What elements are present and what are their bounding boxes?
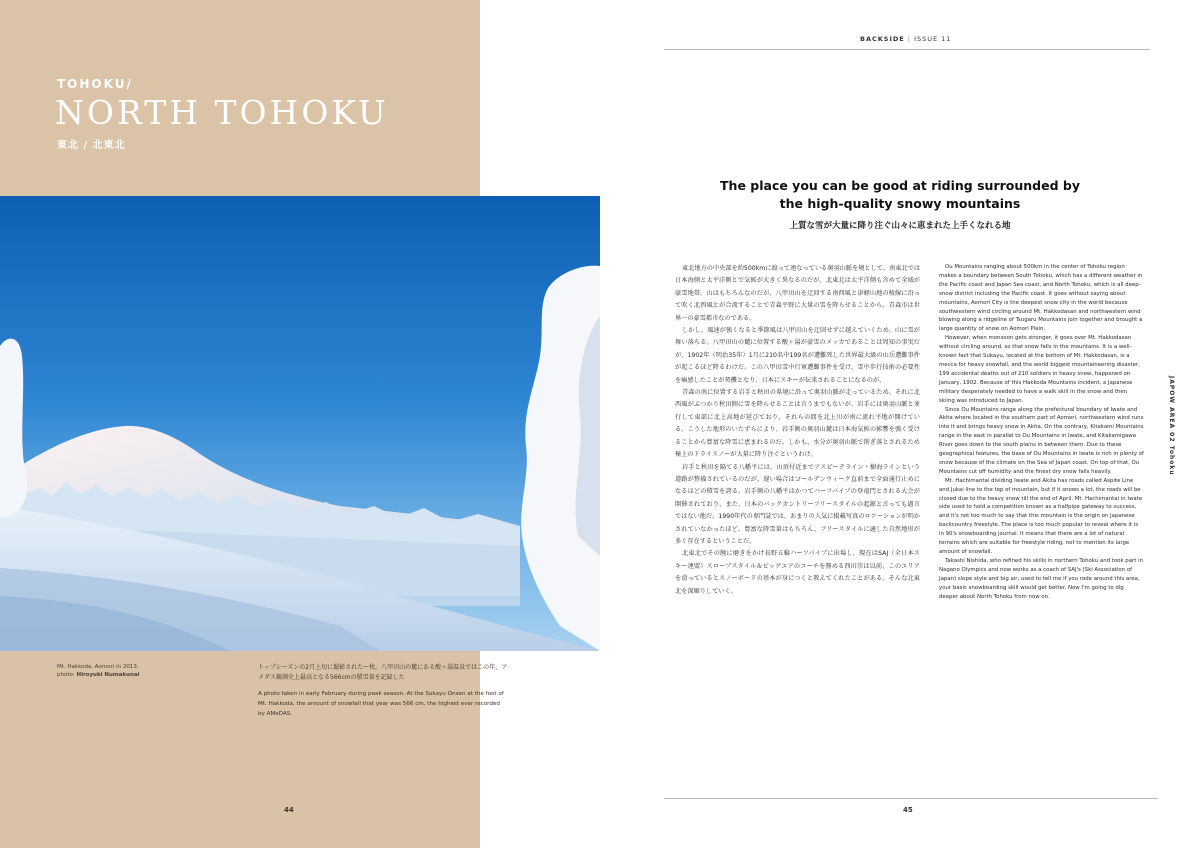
credit-prefix: photo: [57,672,77,678]
footer-divider [664,798,1158,799]
paragraph-en: Mt. Hachimantai dividing Iwate and Akita has roads called Aspite Line and Jukai line to the top of mountain, but if it snows a lot, the roads will be closed due to the heavy snow till the end of April. Mt. Hachimantai in Iwate side used to hold a competition known as a halfpipe gateway to success, and it's not too much to say that this mountain is the origin on Japanese backcountry freestyle. The place is too much popular to reveal where it is in 90's snowboarding journal. It means that there are a lot of natural terrains which are suitable for freestyle riding, not to mention its large amount of snowfall. [939,477,1143,555]
paragraph-jp: 青森の南に位置する岩手と秋田の県境に沿って奥羽山脈が走っているため、それに北西風がぶつかり秋田側に雪を降らせることは言うまでもないが、岩手には奥羽山脈と並行して東部に北上高地が延びており、それらの間を北上川が南に流れ平地が開けている。こうした地形のいたずらにより、岩手側の奥羽山麓は日本海気候の影響を強く受けることから豊富な降雪に恵まれるのだ。しかも、水分が奥羽山脈で削ぎ落とされるため極上のドライスノーが大量に降り注ぐというわけ。 [675,389,920,459]
paragraph-jp: 北東北でその腕に磨きをかけ長野五輪ハーフパイプに出場し、現在はSAJ（全日本スキー連盟）スロープスタイル＆ビッグエアのコーチを務める西田崇は以前、このエリアを滑っているとスノーボードの基本が身につくと教えてくれたことがある。そんな北東北を深堀りしていく。 [675,550,920,595]
section-side-label: JAPOW AREA 02 Tohoku [1168,376,1175,476]
issue-number: ISSUE 11 [914,35,952,43]
headline-line-2: the high-quality snowy mountains [779,196,1021,211]
snow-mountain-photo [0,196,600,651]
paragraph-en: Since Ou Mountains range along the prefectural boundary of Iwate and Akita where located in the southern part of Aomori, northwestern wind runs into it and brings heavy snow in Akita. On the contrary, Kitakami Mountains range in the east in parallel to Ou Mountains in Iwate, and Kitakamigawa River goes down to the south plains in between them. Due to these geographical features, the base of Ou Mountains in Iwate is rich in plenty of snow because of the climate on the Sea of Japan coast. On top of that, Ou Mountains cut off humidity and the finest dry snow falls heavily. [939,406,1144,475]
body-column-en [939,263,1144,601]
photographer-line [57,671,217,679]
paragraph-en: However, when monsoon gets stronger, it goes over Mt. Hakkodasan without circling around, so that snow falls in the mountains. It is a well-known fact that Sukayu, located at the bottom of Mt. Hakkodasan, is a mecca for heavy snowfall, and the world biggest mountaineering disaster, 199 accidental deaths out of 210 soldiers in heavy snow, happened on January, 1902. Because of this Hakkoda Mountains incident, a Japanese military desperately needed to have a walk skill in the snow and then skiing was introduced to Japan. [939,335,1140,404]
running-header [860,35,951,43]
paragraph-jp: 東北地方の中央部を約500kmに渡って連なっている奥羽山脈を境として、南東北では日本海側と太平洋側とで気候が大きく異なるのだが、北東北は太平洋側も含めて全域が豪雪地帯。山はもちろんなのだが、八甲田山を迂回する南西風と津軽山地の稜線に沿って吹く北西風とが合流することで青森平野に大量の雪を降らせることから、青森市は世界一の豪雪都市なのである。 [675,265,920,322]
headline-line-1: The place you can be good at riding surrounded by [720,178,1080,193]
paragraph-en: Takashi Nishida, who refined his skills in northern Tohoku and took part in Nagano Olympics and now works as a coach of SAJ's (Ski Association of Japan) slope style and big air, used to tell me if you rode around this area, your basic snowboarding skill would get better. Now I'm going to dig deeper about North Tohoku from now on. [939,557,1143,600]
photo-credit [57,663,217,679]
body-column-jp [675,263,920,598]
paragraph-jp: 岩手と秋田を隔てる八幡平には、山頂付近までアスピーテライン・樹海ラインという道路が整備されているのだが、遅い場合はゴールデンウィーク直前まで全面通行止めになるほどの積雪を誇る。岩手側の八幡平はかつてハーフパイプの登竜門とされる大会が開催されており、また、日本のバックカントリーフリースタイルの起源と言っても過言ではない地だ。1990年代の専門誌では、あまりの人気に掲載写真のロケーションが明かされていなかったほど。豊富な降雪量はもちろん、フリースタイルに適した自然地形が多く存在するということだ。 [675,463,920,545]
magazine-name: BACKSIDE [860,35,905,43]
page-number-right: 45 [903,806,913,814]
photo-location: Mt. Hakkoda, Aomori in 2013. [57,664,139,670]
article-headline [700,177,1100,213]
caption-jp: トップシーズンの2月上旬に撮影されたー枚。八甲田山の麓にある酸ヶ湯温泉ではこの年、アメダス観測史上最高となる566cmの積雪量を記録した [258,664,508,681]
header-separator: | [904,35,915,43]
page-number-left: 44 [284,806,294,814]
paragraph-jp: しかし、風速が強くなると季節風は八甲田山を迂回せずに越えていくため、山に雪が舞い落ちる。八甲田山の麓に位置する酸ヶ湯が豪雪のメッカであることは周知の事実だが、1902年（明治35年）1月に210名中199名が遭難死した世界最大級の山岳遭難事件が起こるほど降るわけだ。この八甲田雪中行軍遭難事件を受け、雪中歩行技術の必要性を痛感したことが契機となり、日本にスキーが伝来されることになるのが、 [675,327,920,384]
photographer-name: Hiroyuki Numakunai [76,672,140,678]
page-title-jp: 東北 / 北東北 [57,140,126,151]
page-title: NORTH TOHOKU [55,93,389,132]
caption-en: A photo taken in early February during peak season. At the Sukayu Onsen at the foot of Mt. Hakkoda, the amount of snowfall that year was 566 cm, the highest ever recorded by AMeDAS. [258,691,504,717]
paragraph-en: Ou Mountains ranging about 500km in the center of Tohoku region makes a boundary between South Tohoku, which has a different weather in the Pacific coast and Japan Sea coast, and North Tohoku, which is all deep-snow district including the Pacific coast. It goes without saying about mountains, Aomori City is the deepest snow city in the world because southwestern wind circling around Mt. Hakkodasan and northwestern wind blowing along a ridgeline of Tsugaru Mountains join together and brought a large quantity of snow on Aomori Plain. [939,264,1143,333]
article-subhead-jp: 上質な雪が大量に降り注ぐ山々に恵まれた上手くなれる地 [789,221,1011,231]
title-panel [0,0,480,196]
region-kicker: TOHOKU/ [57,77,133,91]
header-divider [664,49,1150,50]
